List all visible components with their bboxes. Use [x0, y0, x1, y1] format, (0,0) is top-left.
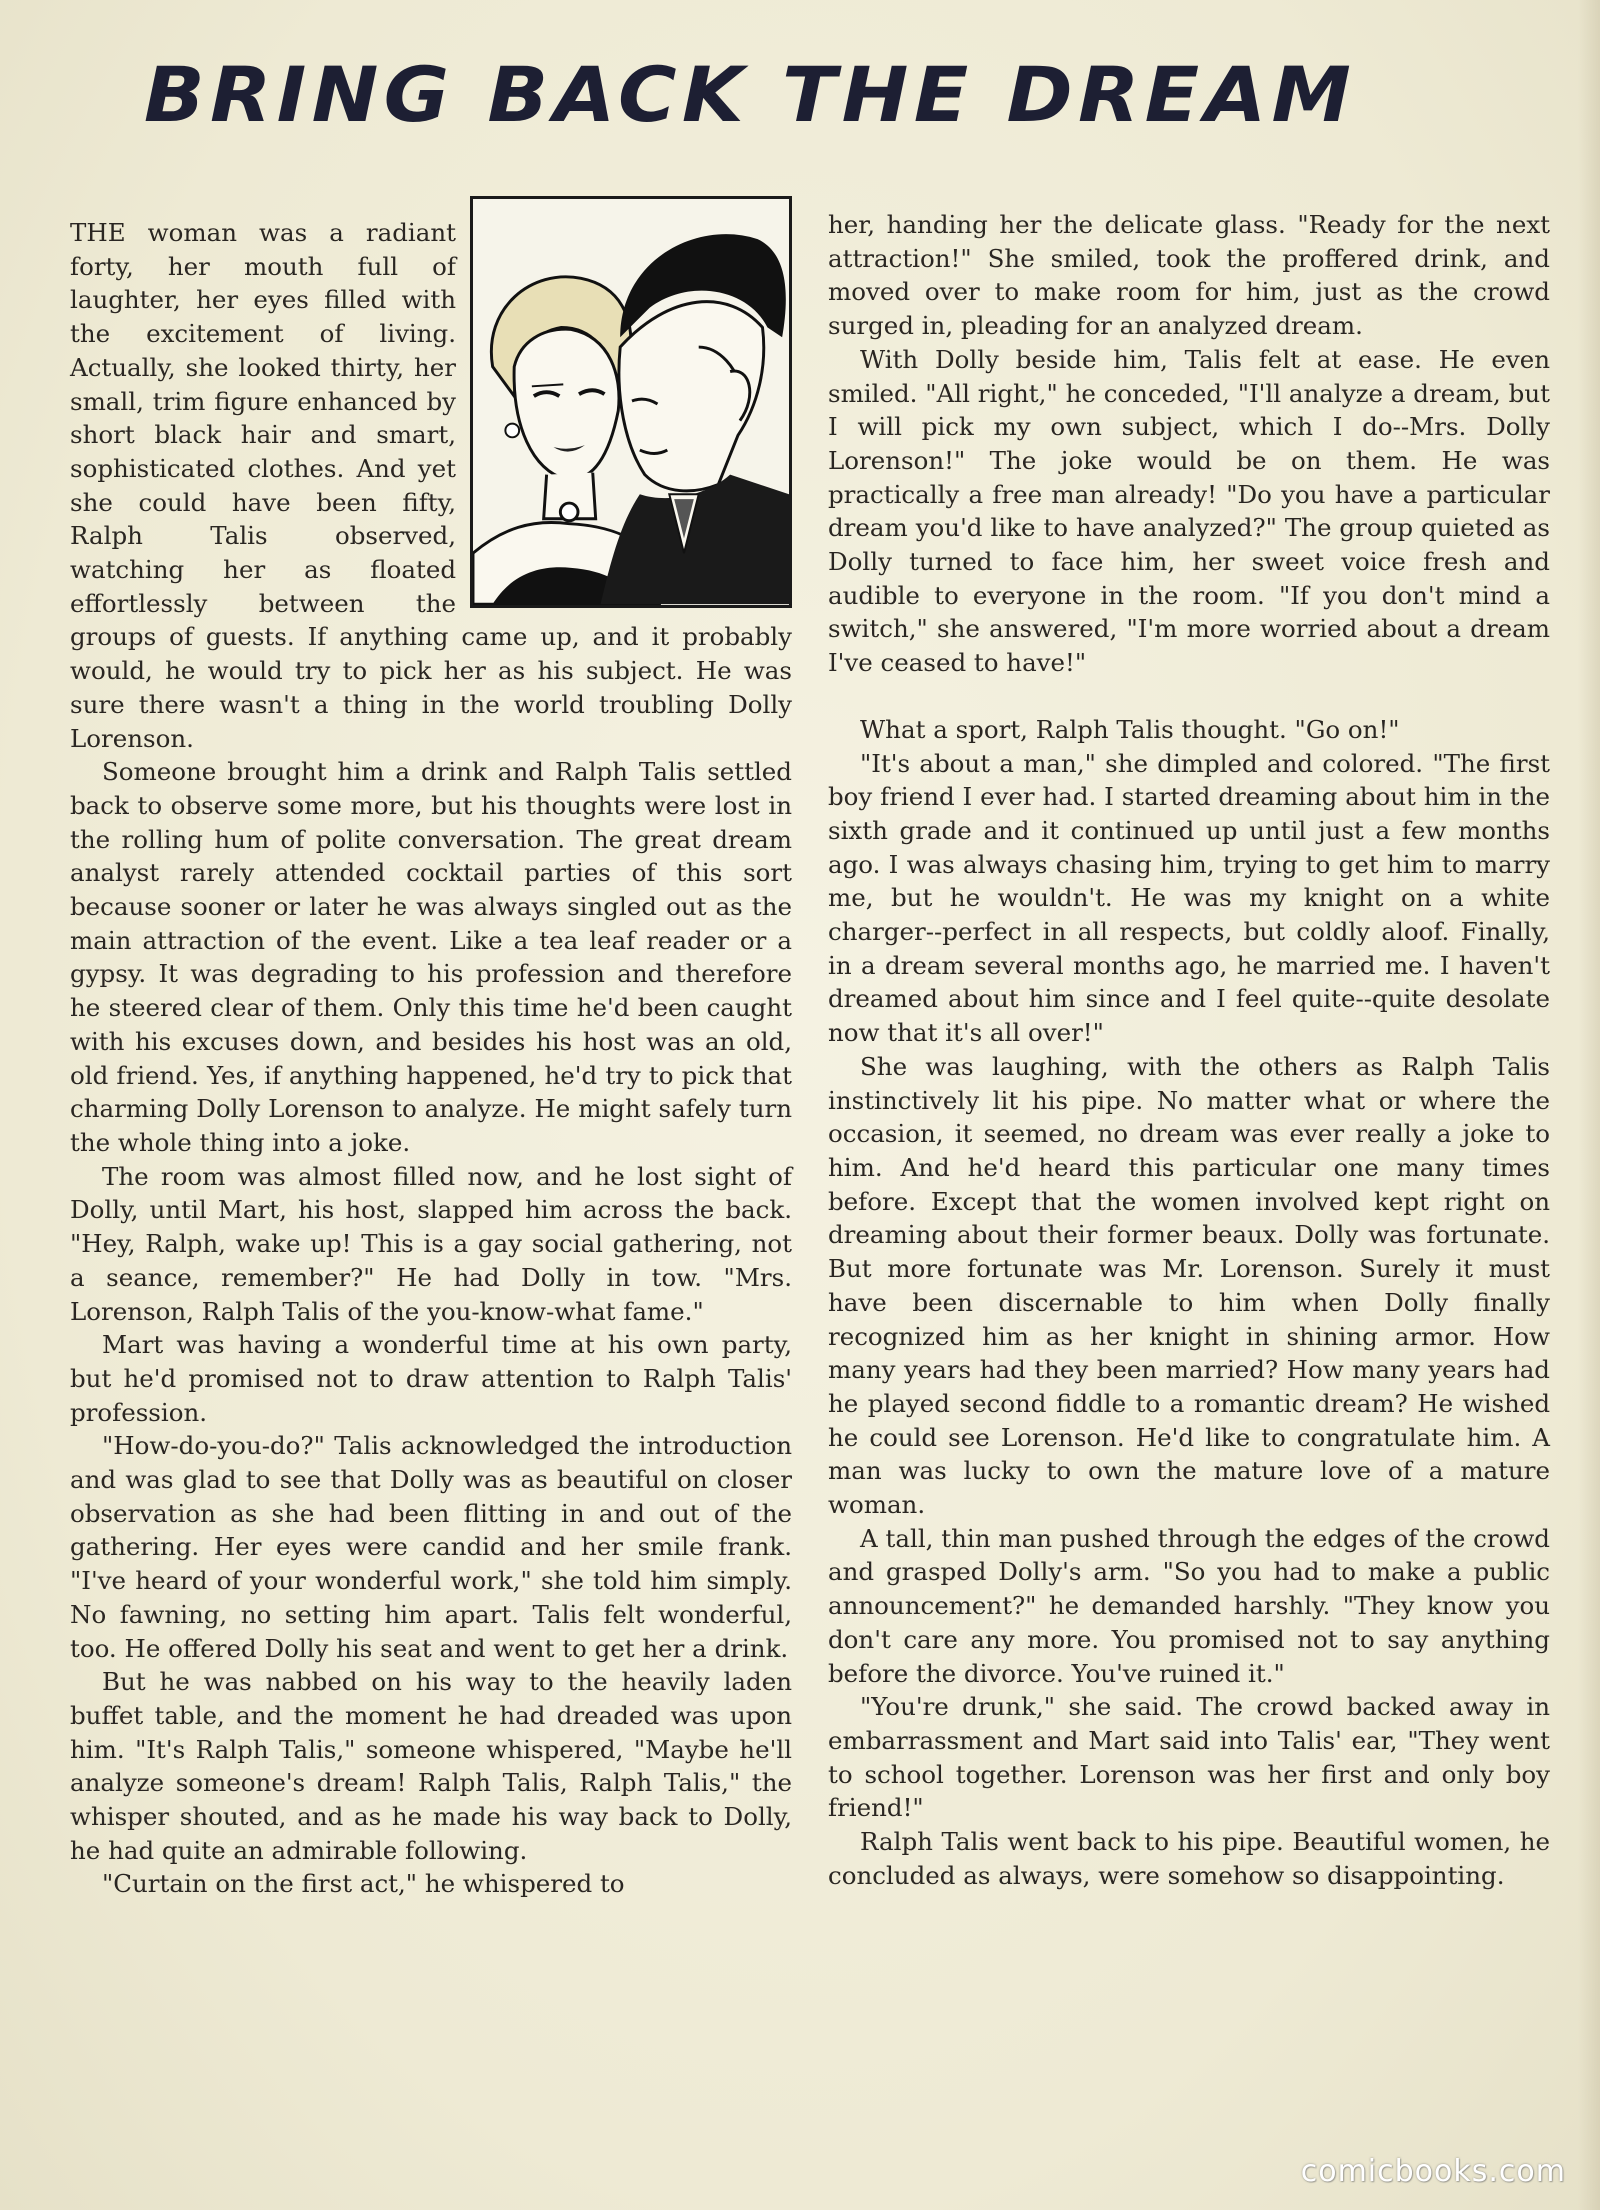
paragraph: A tall, thin man pushed through the edges of the crowd and grasped Dolly's arm. "So you had to make a public announcement?" he demanded harshly. "They know you don't care any more. You promised not to say anything before the divorce. You've ruined it." [828, 1523, 1550, 1688]
watermark: comicbooks.com [1300, 2154, 1566, 2189]
paragraph: Mart was having a wonderful time at his own party, but he'd promised not to draw attention to Ralph Talis' profession. [70, 1330, 792, 1427]
paragraph: With Dolly beside him, Talis felt at ease. He even smiled. "All right," he conceded, "I'll analyze a dream, but I will pick my own subject, which I do--Mrs. Dolly Lorenson!" The joke would be on them. He was practically a free man already! "Do you have a particular dream you'd like to have analyzed?" The group quieted as Dolly turned to face him, her sweet voice fresh and audible to everyone in the room. "If you don't mind a switch," she answered, "I'm more worried about a dream I've ceased to have!" [828, 344, 1550, 678]
paragraph: THE woman was a radiant forty, her mouth full of laughter, her eyes filled with the excitement of living. Actually, she looked thirty, her small, trim figure enhanced by short black hair and smart, sophisticated clothes. And yet she could have been fifty, Ralph Talis observed, watching her as floated effortlessly between the groups of guests. If anything came up, and it probably would, he would try to pick her as his subject. He was sure there wasn't a thing in the world troubling Dolly Lorenson. [70, 218, 792, 753]
couple-illustration [470, 196, 792, 608]
paragraph: "How-do-you-do?" Talis acknowledged the introduction and was glad to see that Dolly was as beautiful on closer observation as she had been flitting in and out of the gathering. Her eyes were candid and her smile frank. "I've heard of your wonderful work," she told him simply. No fawning, no setting him apart. Talis felt wonderful, too. He offered Dolly his seat and went to get her a drink. [70, 1431, 792, 1663]
left-column [70, 216, 792, 1901]
paragraph: The room was almost filled now, and he lost sight of Dolly, until Mart, his host, slapped him across the back. "Hey, Ralph, wake up! This is a gay social gathering, not a seance, remember?" He had Dolly in tow. "Mrs. Lorenson, Ralph Talis of the you-know-what fame." [70, 1161, 792, 1326]
paragraph: "You're drunk," she said. The crowd backed away in embarrassment and Mart said into Talis' ear, "They went to school together. Lorenson was her first and only boy friend!" [828, 1692, 1550, 1823]
paragraph: Someone brought him a drink and Ralph Talis settled back to observe some more, but his thoughts were lost in the rolling hum of polite conversation. The great dream analyst rarely attended cocktail parties of this sort because sooner or later he was always singled out as the main attraction of the event. Like a tea leaf reader or a gypsy. It was degrading to his profession and therefore he steered clear of them. Only this time he'd been caught with his excuses down, and besides his host was an old, old friend. Yes, if anything happened, he'd try to pick that charming Dolly Lorenson to analyze. He might safely turn the whole thing into a joke. [70, 757, 792, 1157]
paragraph: Ralph Talis went back to his pipe. Beautiful women, he concluded as always, were somehow so disappointing. [828, 1827, 1550, 1890]
right-column [828, 208, 1550, 1892]
paragraph: What a sport, Ralph Talis thought. "Go on!" [860, 714, 1400, 744]
paragraph: her, handing her the delicate glass. "Ready for the next attraction!" She smiled, took the proffered drink, and moved over to make room for him, just as the crowd surged in, pleading for an analyzed dream. [828, 210, 1550, 341]
paragraph: But he was nabbed on his way to the heavily laden buffet table, and the moment he had dreaded was upon him. "It's Ralph Talis," someone whispered, "Maybe he'll analyze someone's dream! Ralph Talis, Ralph Talis," the whisper shouted, and as he made his way back to Dolly, he had quite an admirable following. [70, 1667, 792, 1865]
paragraph: "Curtain on the first act," he whispered to [102, 1869, 625, 1899]
page-edge-shadow [1578, 0, 1600, 2210]
paragraph: She was laughing, with the others as Ralph Talis instinctively lit his pipe. No matter what or where the occasion, it seemed, no dream was ever really a joke to him. And he'd heard this particular one many times before. Except that the women involved kept right on dreaming about their former beaux. Dolly was fortunate. But more fortunate was Mr. Lorenson. Surely it must have been discernable to him when Dolly finally recognized him as her knight in shining armor. How many years had they been married? How many years had he played second fiddle to a romantic dream? He wished he could see Lorenson. He'd like to congratulate him. A man was lucky to own the mature love of a mature woman. [828, 1051, 1550, 1520]
story-title: BRING BACK THE DREAM [143, 50, 1357, 139]
paragraph: "It's about a man," she dimpled and colored. "The first boy friend I ever had. I started dreaming about him in the sixth grade and it continued up until just a few months ago. I was always chasing him, trying to get him to marry me, but he wouldn't. He was my knight on a white charger--perfect in all respects, but coldly aloof. Finally, in a dream several months ago, he married me. I haven't dreamed about him since and I feel quite--quite desolate now that it's all over!" [828, 748, 1550, 1048]
